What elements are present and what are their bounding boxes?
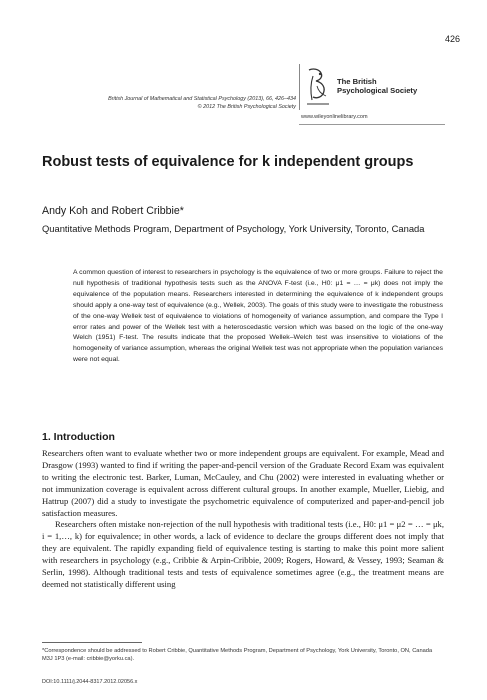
doi: DOI:10.1111/j.2044-8317.2012.02056.x	[42, 679, 138, 685]
paragraph: Researchers often mistake non-rejection of the null hypothesis with traditional tests (i.e., H0: μ1 = μ2 = … = μk, i = 1,…, k) for equivalence; in other words, a lack of evidence to declare the groups different does not imply that they are equivalent. The rapidly expanding field of equivalence testing is starting to make this point more salient with researchers in psychology (e.g., Cribbie & Arpin-Cribbie, 2009; Rogers, Howard, & Vessey, 1993; Seaman & Serlin, 1998). Although traditional tests and tests of equivalence sometimes agree (e.g., the treatment means are deemed not statistically different using	[42, 519, 444, 589]
abstract: A common question of interest to researchers in psychology is the equivalence of two or more groups. Failure to reject the null hypothesis of traditional hypothesis tests such as the ANOVA F-test (i.e., H0: μ1 = … = μk) does not imply the equivalence of the population means. Researchers interested in determining the equivalence of k independent groups should apply a one-way test of equivalence (e.g., Wellek, 2003). The goals of this study were to investigate the robustness of the one-way Wellek test of equivalence to violations of homogeneity of variance assumption, and compare the Type I error rates and power of the Wellek test with a heteroscedastic version which was based on the logic of the one-way Welch (1951) F-test. The results indicate that the proposed Wellek–Welch test was insensitive to violations of the homogeneity of variance assumption, whereas the original Wellek test was not appropriate when the population variances were not equal.	[73, 269, 443, 364]
section-heading: 1. Introduction	[42, 431, 115, 443]
paragraph: Researchers often want to evaluate whether two or more independent groups are equivalent. For example, Mead and Drasgow (1993) wanted to find if writing the paper-and-pencil version of the Graduate Record Exam was equivalent to writing the electronic test. Barker, Luman, McCauley, and Chu (2002) were interested in evaluating whether or not immunization coverage is equivalent across different cultural groups. In another example, Mueller, Liebig, and Hattrup (2007) did a study to investigate the psychometric equivalence of computerized and paper-and-pencil job satisfaction measures.	[42, 448, 444, 518]
header-divider	[299, 64, 300, 110]
affiliation: Quantitative Methods Program, Department of Psychology, York University, Toronto, Canada	[42, 223, 425, 234]
society-name	[337, 77, 417, 96]
journal-citation: British Journal of Mathematical and Statistical Psychology (2013), 66, 426–434	[108, 96, 296, 102]
article-title: Robust tests of equivalence for k independent groups	[42, 154, 414, 170]
authors: Andy Koh and Robert Cribbie*	[42, 205, 184, 217]
footnote-rule	[42, 642, 142, 643]
journal-info	[60, 95, 296, 112]
copyright-notice: © 2012 The British Psychological Society	[197, 104, 296, 111]
website-link[interactable]: www.wileyonlinelibrary.com	[301, 114, 368, 120]
body-text	[42, 448, 444, 591]
society-name-line1: The British	[337, 77, 377, 86]
society-name-line2: Psychological Society	[337, 86, 418, 96]
bps-logo-icon	[303, 64, 333, 108]
correspondence-footnote: *Correspondence should be addressed to Robert Cribbie, Quantitative Methods Program, Department of Psychology, York University, Toronto, ON, Canada M3J 1P3 (e-mail: cribbie@yorku.ca).	[42, 648, 433, 663]
page-number: 426	[444, 34, 460, 44]
header-rule	[299, 124, 445, 125]
